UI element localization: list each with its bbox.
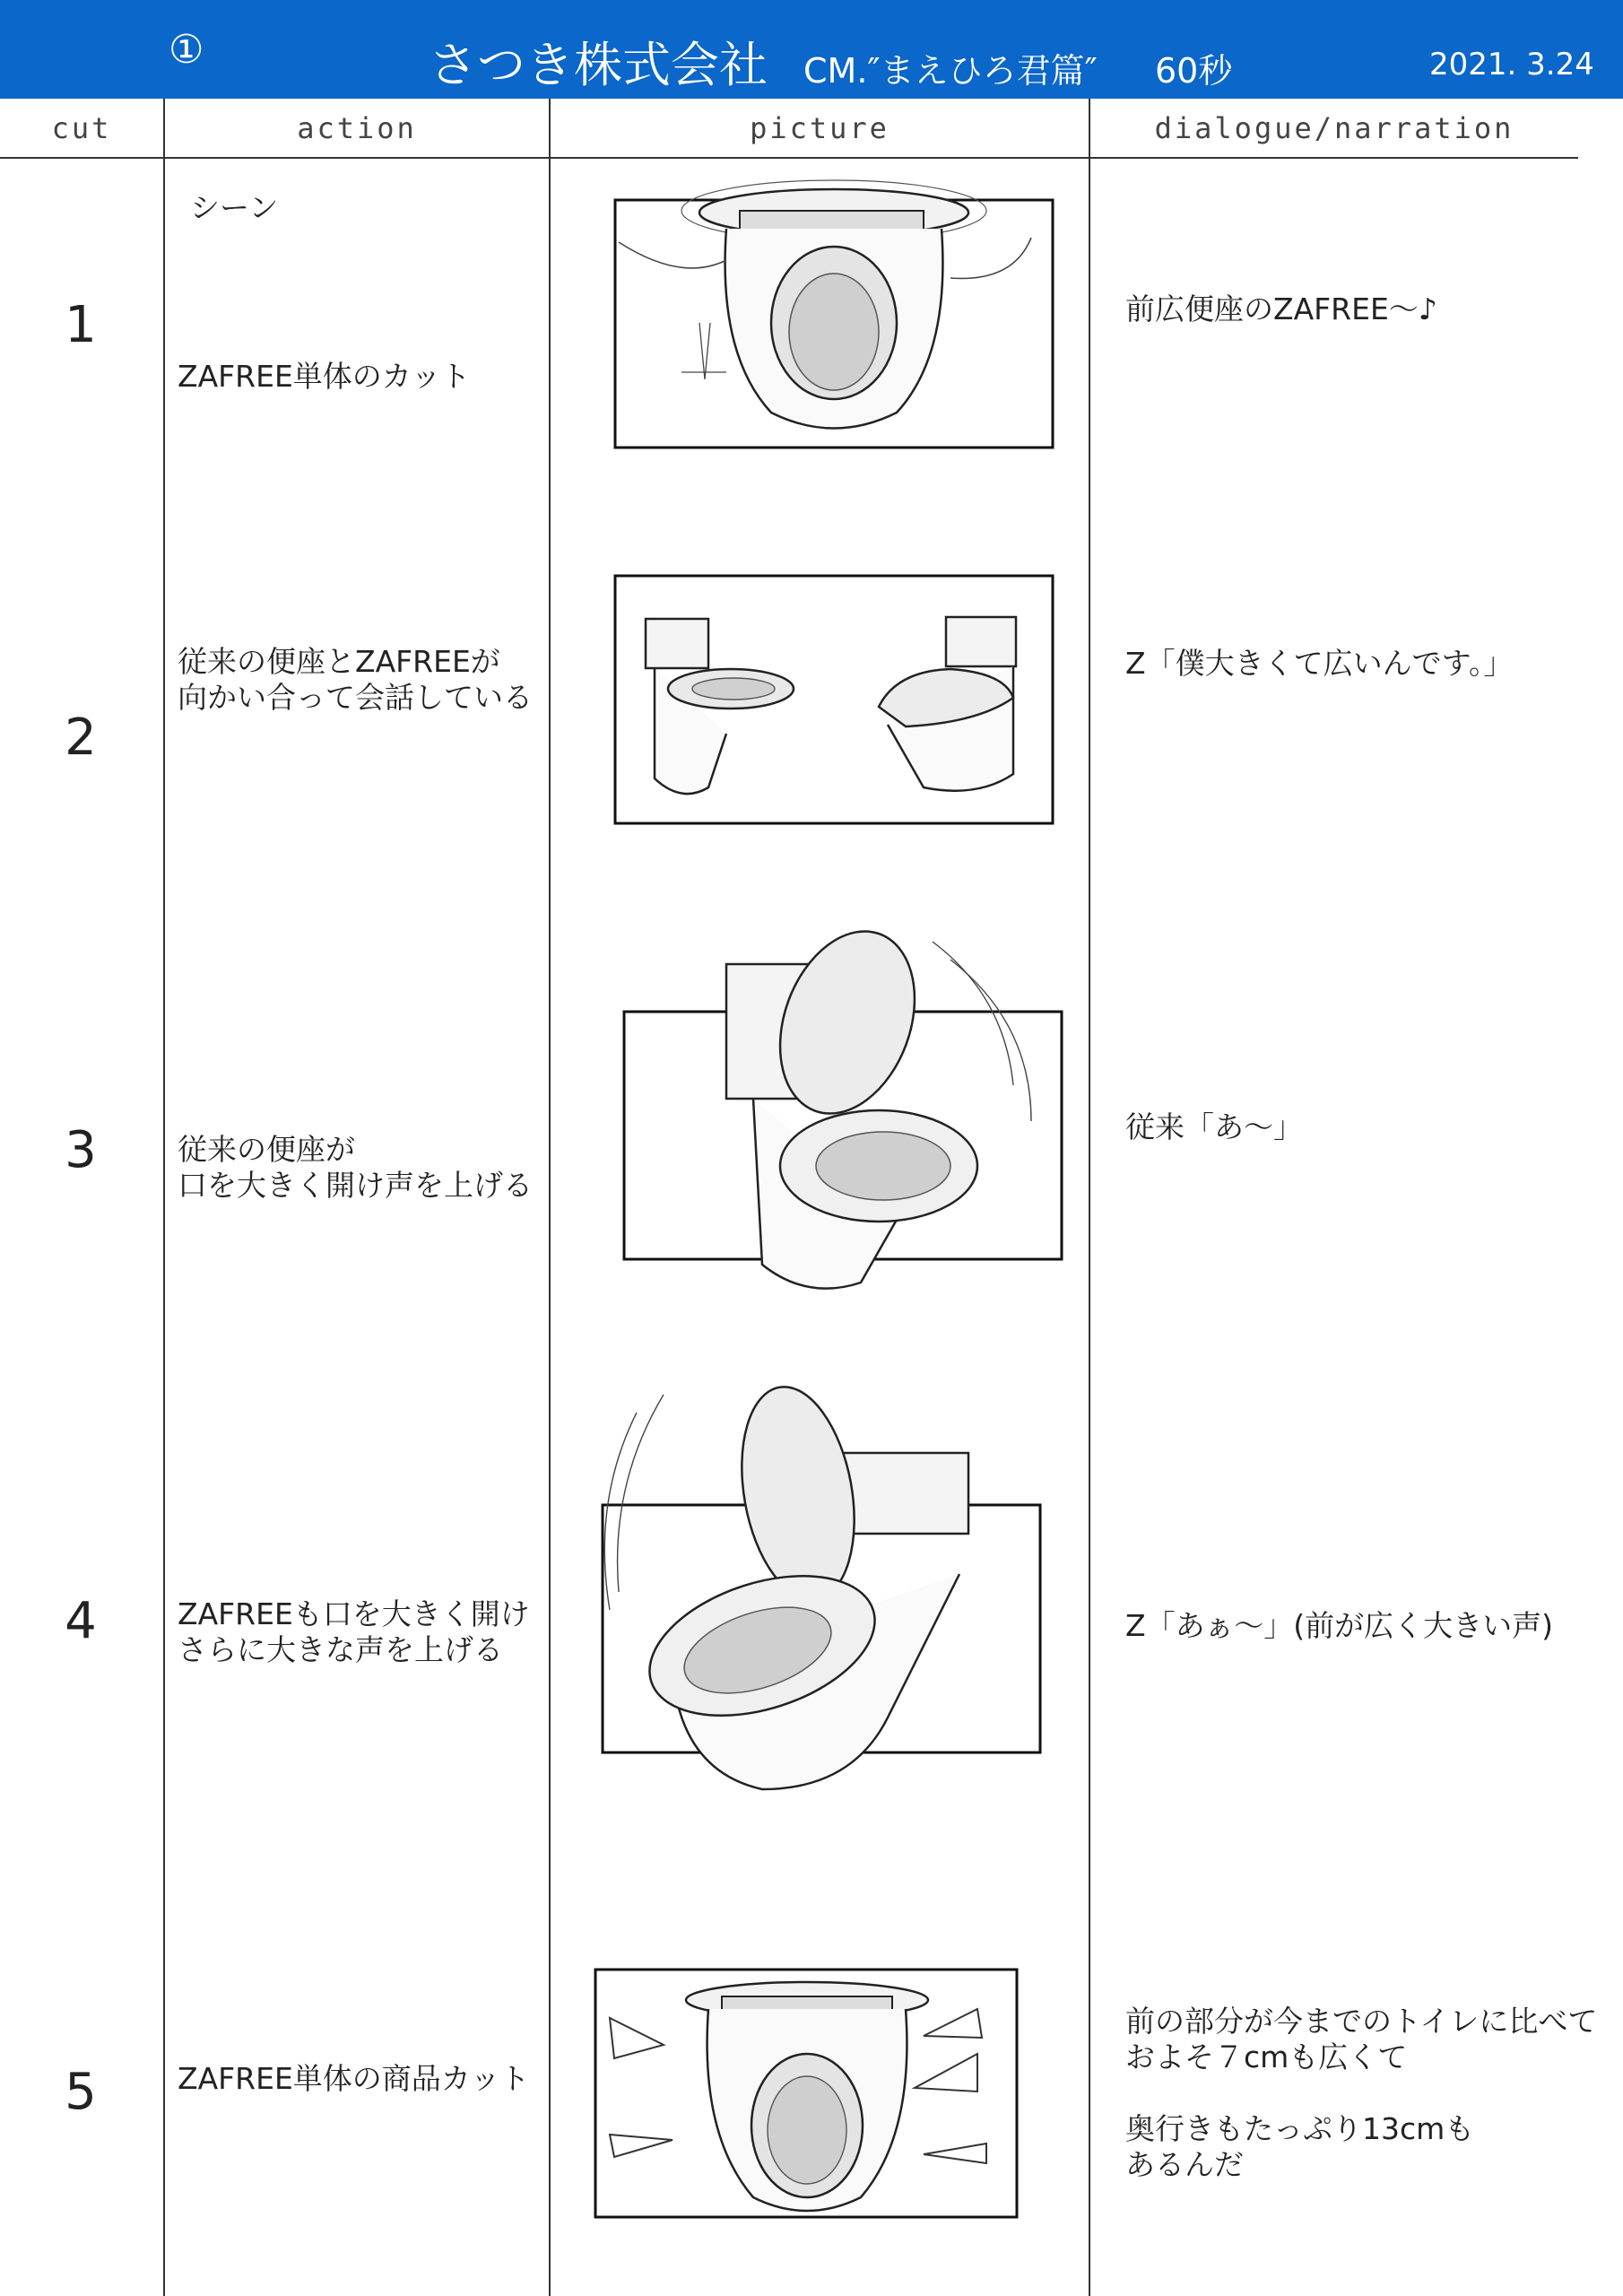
column-header-action: action — [297, 111, 417, 145]
cut-dialogue: 従来「あ～」 — [1125, 1109, 1303, 1144]
cut-4-sketch — [583, 1377, 1067, 1807]
header-divider — [0, 157, 1578, 159]
cm-title: CM.″まえひろ君篇″ — [803, 51, 1098, 91]
column-header-dialogue: dialogue/narration — [1154, 111, 1515, 145]
column-header-cut: cut — [51, 111, 112, 145]
cut-3-sketch — [592, 924, 1076, 1318]
cut-dialogue: Z「あぁ～」(前が広く大きい声) — [1125, 1608, 1554, 1643]
cut-dialogue: 前の部分が今までのトイレに比べて およそ７cmも広くて 奥行きもたっぷり13cmも あるんだ — [1125, 2004, 1598, 2182]
company-name: さつき株式会社 — [429, 37, 768, 93]
date: 2021. 3.24 — [1429, 47, 1594, 83]
duration: 60秒 — [1155, 51, 1233, 91]
cut-action: 従来の便座が 口を大きく開け声を上げる — [178, 1132, 533, 1203]
cut-2-sketch — [592, 563, 1058, 832]
cut-action: ZAFREE単体のカット — [178, 359, 471, 394]
cut-number: 5 — [65, 2063, 97, 2121]
column-divider-1 — [163, 99, 165, 2296]
page-number: ① — [169, 27, 204, 73]
cut-5-sketch — [583, 1955, 1067, 2233]
cut-action: ZAFREE単体の商品カット — [178, 2061, 530, 2096]
cut-dialogue: 前広便座のZAFREE～♪ — [1125, 291, 1437, 326]
storyboard-header — [0, 0, 1623, 99]
cut-number: 4 — [65, 1592, 97, 1650]
column-header-picture: picture — [750, 111, 890, 145]
cut-dialogue: Z「僕大きくて広いんです。」 — [1125, 646, 1514, 681]
cut-action: ZAFREEも口を大きく開け さらに大きな声を上げる — [178, 1596, 530, 1667]
column-divider-2 — [549, 99, 551, 2296]
cut-action: 従来の便座とZAFREEが 向かい合って会話している — [178, 644, 533, 715]
column-divider-3 — [1089, 99, 1090, 2296]
scene-label: シーン — [190, 190, 279, 225]
cut-number: 3 — [65, 1121, 97, 1179]
cut-number: 1 — [65, 296, 97, 354]
cut-1-sketch — [592, 175, 1058, 462]
cut-number: 2 — [65, 709, 97, 767]
